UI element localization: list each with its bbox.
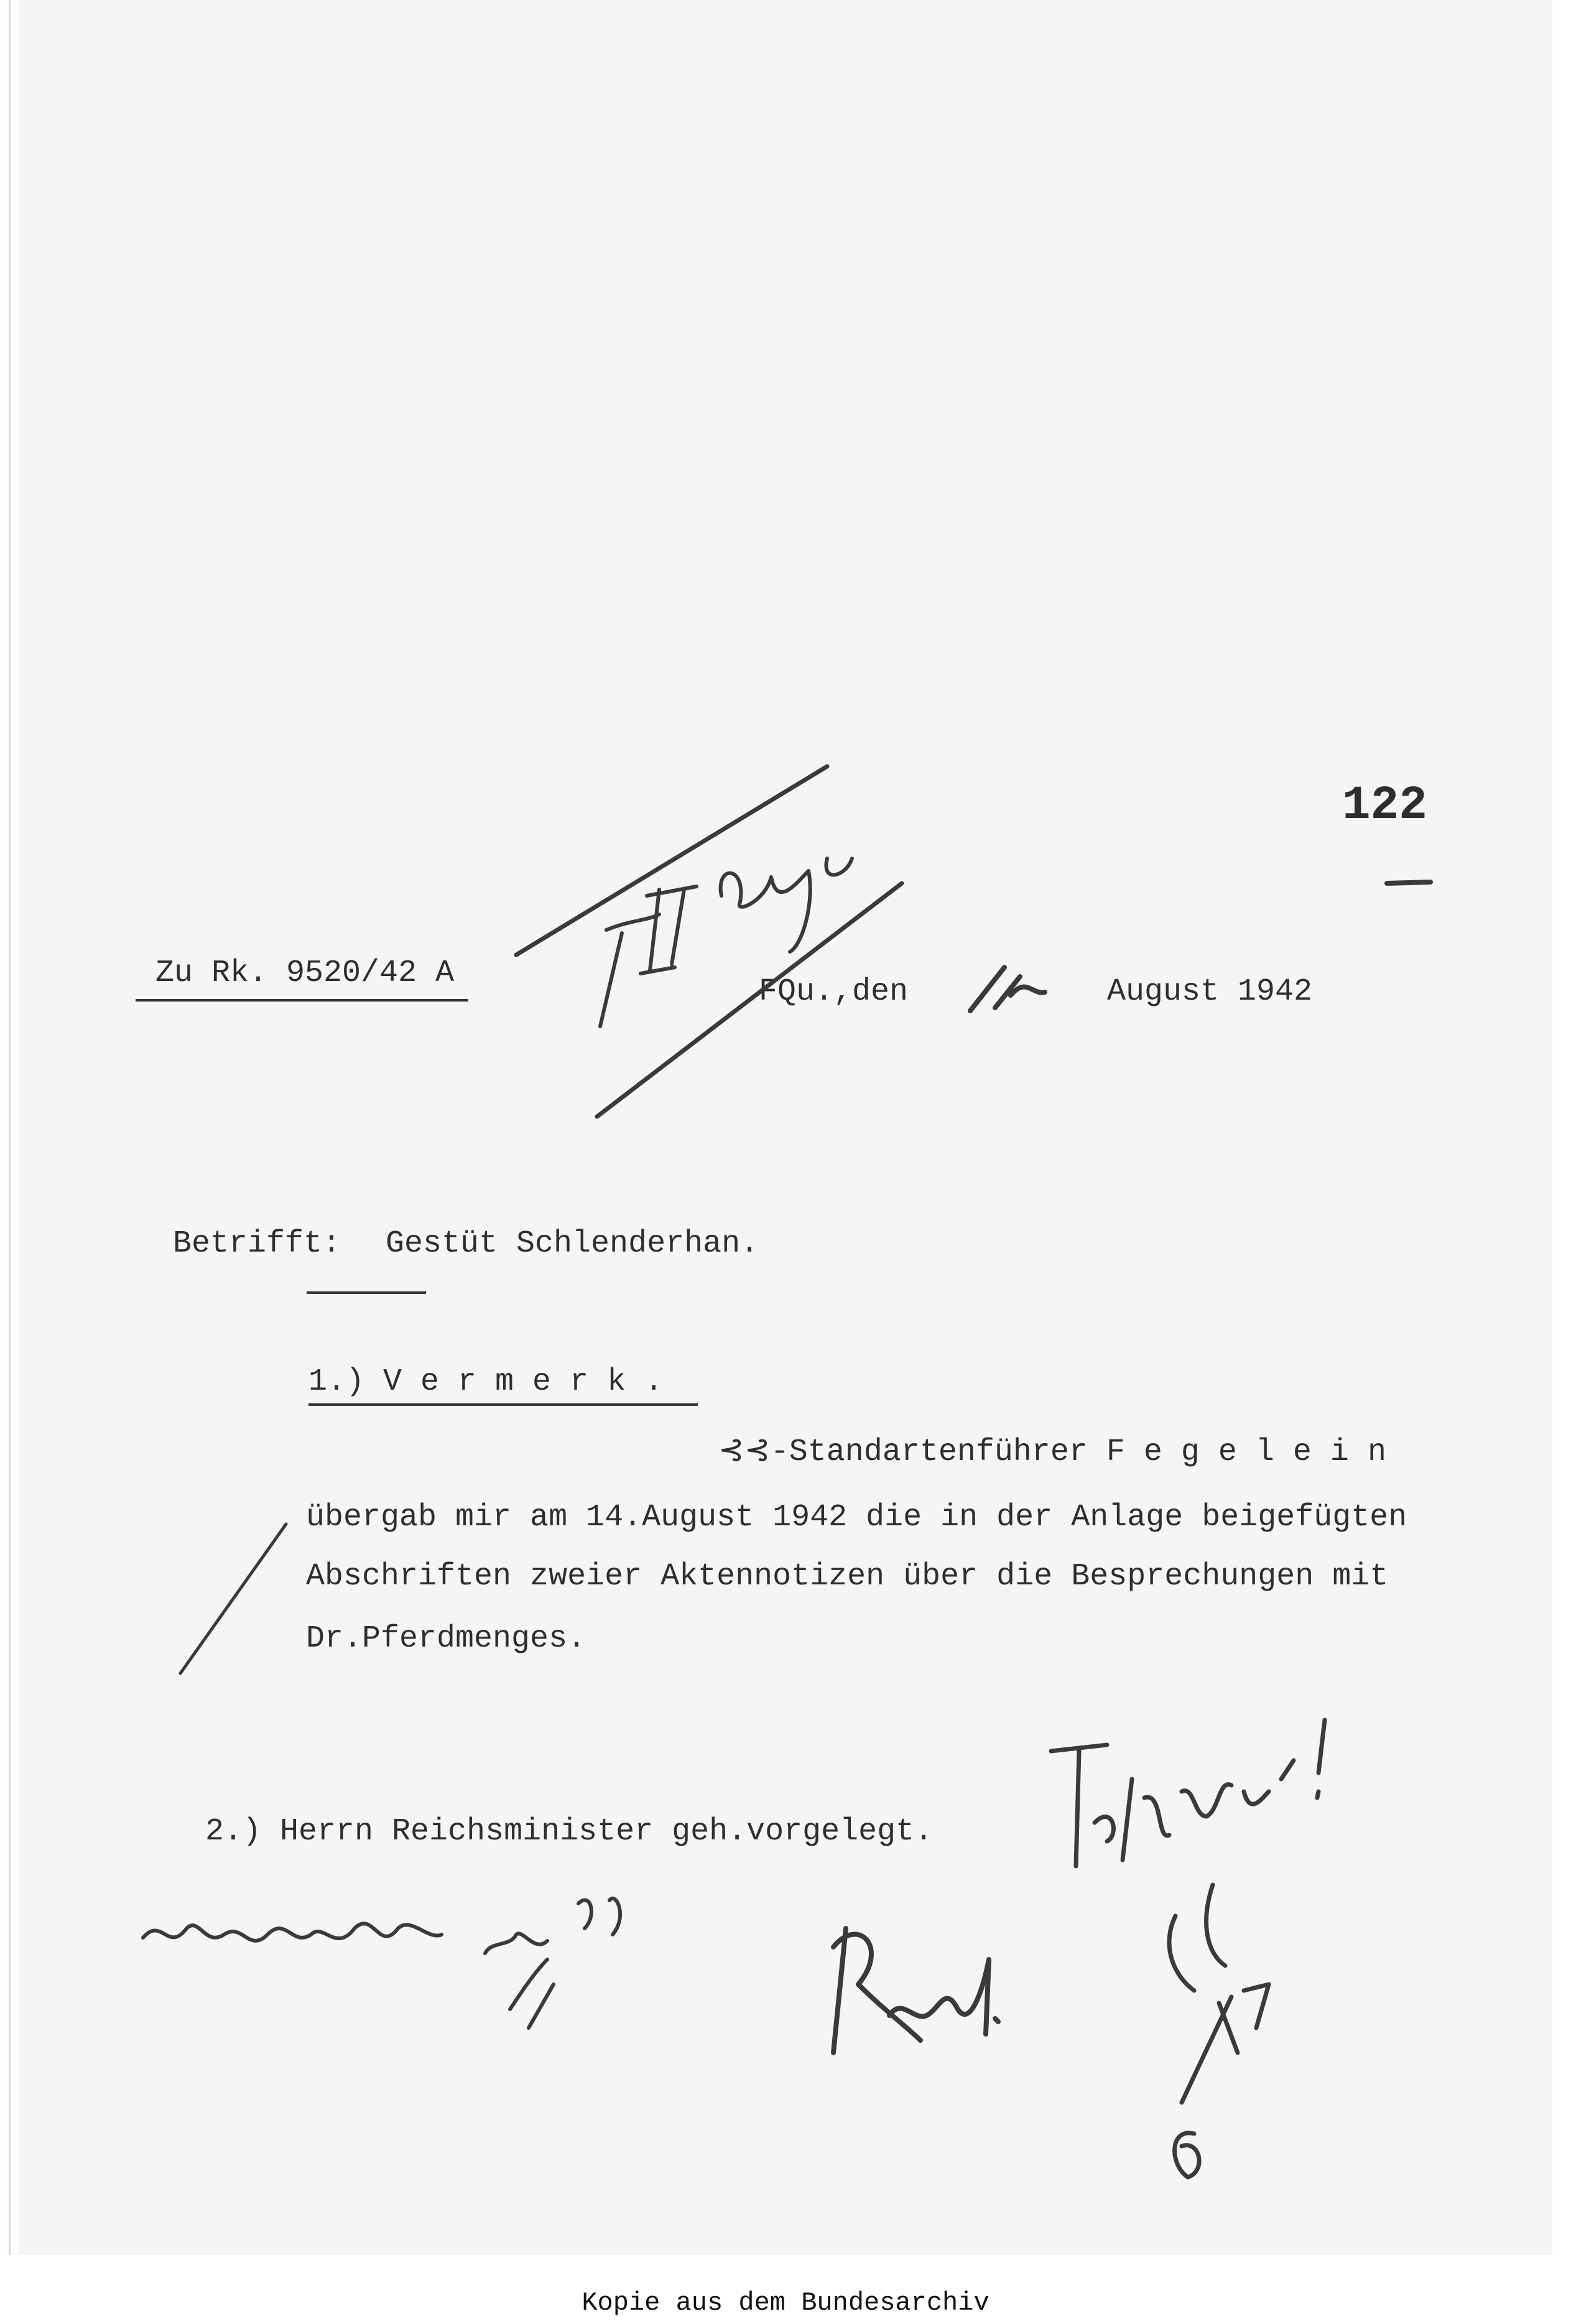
item2-text: 2.) Herrn Reichsminister geh.vorgelegt. [205, 1814, 934, 1849]
top-note-strike-upper [516, 766, 827, 955]
bottom-left-note-handwriting [143, 1899, 620, 2028]
item1-line3: Abschriften zweier Aktennotizen über die Besprechungen mit [306, 1559, 1389, 1594]
top-note-handwriting [600, 858, 852, 1026]
initials-handwriting [1169, 1885, 1269, 2177]
signature-rauch [833, 1928, 998, 2053]
page-number: 122 [1342, 779, 1427, 832]
item1-heading: 1.) V e r m e r k . [308, 1364, 664, 1400]
page-number-underline-mark [1387, 882, 1430, 883]
place-label: FQu.,den [759, 974, 909, 1010]
margin-check-mark [180, 1524, 286, 1673]
item1-line1: ⊰⊰-Standartenführer F e g e l e i n [718, 1434, 1386, 1470]
subject-text: Gestüt Schlenderhan. [386, 1226, 759, 1262]
date-day-handwriting [970, 967, 1045, 1011]
archive-footer: Kopie aus dem Bundesarchiv [582, 2288, 989, 2318]
reference-number: Zu Rk. 9520/42 A [155, 955, 455, 991]
item1-line4: Dr.Pferdmenges. [306, 1621, 586, 1657]
right-note-handwriting [1051, 1720, 1325, 1866]
subject-label: Betrifft: [173, 1226, 341, 1262]
month-year: August 1942 [1107, 974, 1313, 1010]
item1-line2: übergab mir am 14.August 1942 die in der Anlage beigefügten [306, 1500, 1407, 1535]
